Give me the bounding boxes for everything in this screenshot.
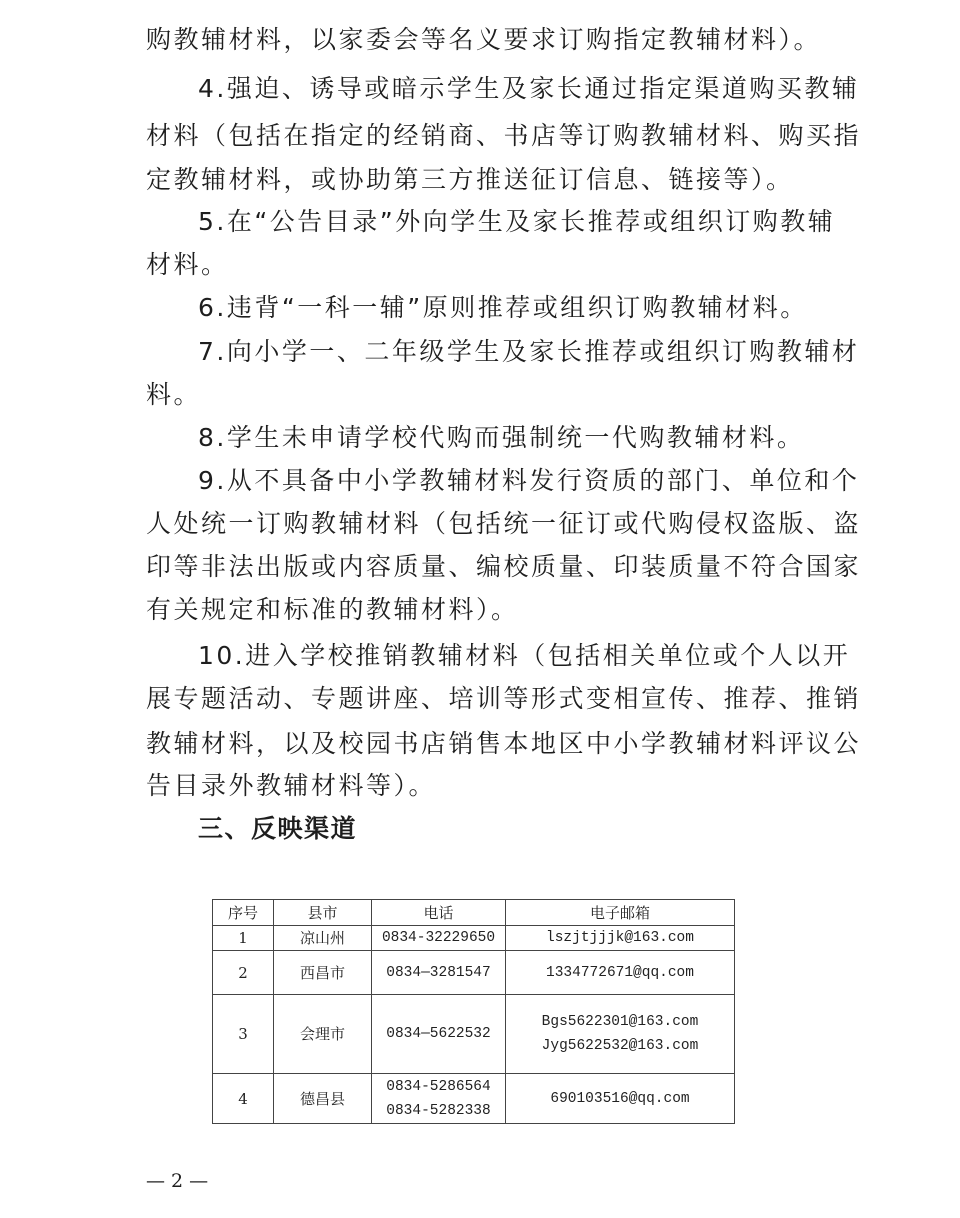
email-line: Bgs5622301@163.com xyxy=(541,1014,699,1030)
section-heading: 三、反映渠道 xyxy=(198,814,358,843)
table-row xyxy=(213,926,735,951)
table-row xyxy=(213,995,735,1074)
phone-line: 0834-5282338 xyxy=(386,1102,491,1119)
paragraph-line: 展专题活动、专题讲座、培训等形式变相宣传、推荐、推销 xyxy=(146,684,862,713)
table-header-row xyxy=(213,900,735,926)
row-email xyxy=(506,995,735,1074)
row-email: 690103516@qq.com xyxy=(506,1074,735,1124)
header-email: 电子邮箱 xyxy=(506,900,735,926)
phone-line: 0834-5286564 xyxy=(386,1078,491,1095)
email-line: Jyg5622532@163.com xyxy=(541,1038,699,1054)
row-county: 凉山州 xyxy=(274,926,372,951)
paragraph-line: 材料（包括在指定的经销商、书店等订购教辅材料、购买指 xyxy=(146,121,862,150)
paragraph-line: 购教辅材料，以家委会等名义要求订购指定教辅材料）。 xyxy=(146,25,822,54)
row-county: 西昌市 xyxy=(274,951,372,995)
row-phone: 0834-32229650 xyxy=(372,926,506,951)
paragraph-line: 人处统一订购教辅材料（包括统一征订或代购侵权盗版、盗 xyxy=(146,509,862,538)
contact-table xyxy=(212,899,735,1124)
row-number: 2 xyxy=(213,951,274,995)
paragraph-line: 6.违背“一科一辅”原则推荐或组织订购教辅材料。 xyxy=(198,293,808,322)
paragraph-line: 10.进入学校推销教辅材料（包括相关单位或个人以开 xyxy=(198,641,851,670)
paragraph-line: 9.从不具备中小学教辅材料发行资质的部门、单位和个 xyxy=(198,466,860,495)
paragraph-line: 教辅材料，以及校园书店销售本地区中小学教辅材料评议公 xyxy=(146,729,862,758)
row-phone xyxy=(372,1074,506,1124)
row-number: 4 xyxy=(213,1074,274,1124)
paragraph-line: 有关规定和标准的教辅材料）。 xyxy=(146,595,519,624)
row-county: 德昌县 xyxy=(274,1074,372,1124)
row-phone: 0834—3281547 xyxy=(372,951,506,995)
paragraph-line: 5.在“公告目录”外向学生及家长推荐或组织订购教辅 xyxy=(198,207,836,236)
paragraph-line: 7.向小学一、二年级学生及家长推荐或组织订购教辅材 xyxy=(198,337,860,366)
row-email: 1334772671@qq.com xyxy=(506,951,735,995)
paragraph-line: 印等非法出版或内容质量、编校质量、印装质量不符合国家 xyxy=(146,552,862,581)
row-number: 3 xyxy=(213,995,274,1074)
paragraph-line: 料。 xyxy=(146,380,202,409)
paragraph-line: 材料。 xyxy=(146,250,229,279)
page-number: — 2 — xyxy=(146,1170,209,1192)
table-row xyxy=(213,951,735,995)
paragraph-line: 告目录外教辅材料等）。 xyxy=(146,771,437,800)
paragraph-line: 4.强迫、诱导或暗示学生及家长通过指定渠道购买教辅 xyxy=(198,74,860,103)
row-phone: 0834—5622532 xyxy=(372,995,506,1074)
paragraph-line: 定教辅材料，或协助第三方推送征订信息、链接等）。 xyxy=(146,165,794,194)
header-phone: 电话 xyxy=(372,900,506,926)
row-email: lszjtjjjk@163.com xyxy=(506,926,735,951)
row-county: 会理市 xyxy=(274,995,372,1074)
paragraph-line: 8.学生未申请学校代购而强制统一代购教辅材料。 xyxy=(198,423,805,452)
header-county: 县市 xyxy=(274,900,372,926)
row-number: 1 xyxy=(213,926,274,951)
table-row xyxy=(213,1074,735,1124)
header-number: 序号 xyxy=(213,900,274,926)
